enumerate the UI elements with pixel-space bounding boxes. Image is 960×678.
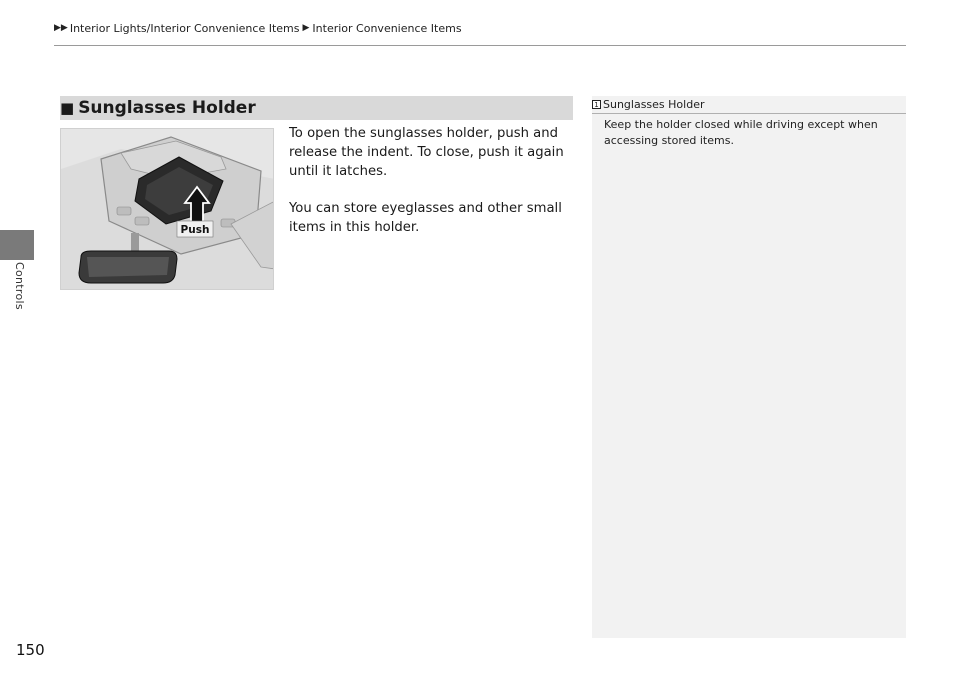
breadcrumb-arrow-icon: ▶▶ — [54, 23, 68, 33]
body-paragraph: To open the sunglasses holder, push and release the indent. To close, push it again until it latches. — [289, 126, 564, 179]
overhead-console-drawing — [61, 129, 274, 290]
body-paragraph: You can store eyeglasses and other small items in this holder. — [289, 201, 562, 235]
breadcrumb-arrow-icon: ▶ — [302, 23, 310, 33]
note-title: Sunglasses Holder — [603, 98, 705, 111]
note-text: Keep the holder closed while driving except when accessing stored items. — [604, 118, 878, 147]
chapter-tab-label: Controls — [13, 262, 26, 310]
note-reference-icon — [592, 100, 601, 109]
section-square-icon: ■ — [60, 99, 75, 117]
section-title: Sunglasses Holder — [78, 98, 256, 118]
note-divider — [592, 113, 906, 114]
header-divider — [54, 45, 906, 46]
svg-text:1: 1 — [594, 101, 599, 109]
note-heading — [592, 97, 705, 112]
push-callout: Push — [180, 224, 210, 236]
breadcrumb-item[interactable]: Interior Convenience Items — [312, 21, 462, 35]
section-heading — [60, 96, 573, 120]
note-sidebar — [592, 96, 906, 638]
breadcrumb-item[interactable]: Interior Lights/Interior Convenience Items — [69, 21, 300, 35]
page-number: 150 — [16, 641, 45, 659]
breadcrumb — [54, 19, 462, 37]
sunglasses-holder-illustration — [60, 128, 274, 290]
chapter-tab-marker — [0, 230, 34, 260]
section-body — [289, 124, 579, 255]
